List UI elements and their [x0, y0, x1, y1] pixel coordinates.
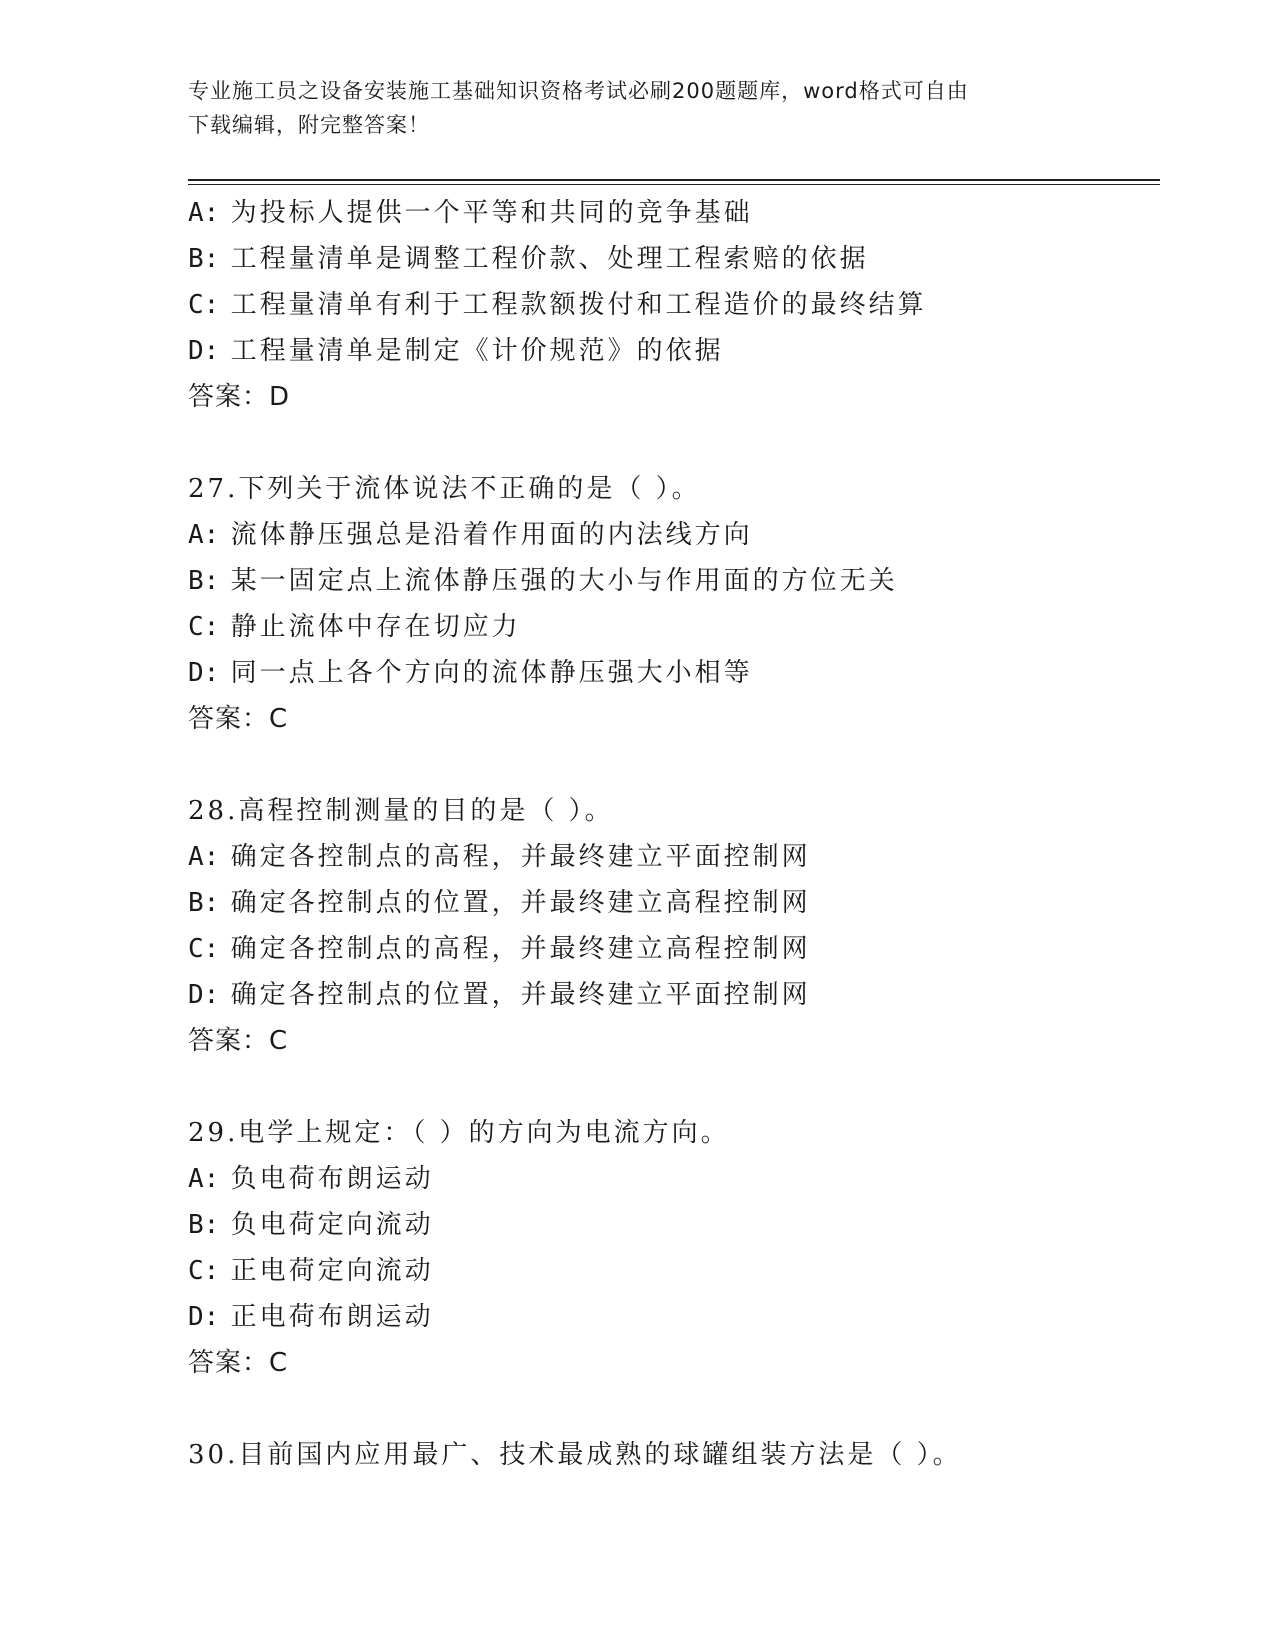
header-line-2: 下载编辑，附完整答案！	[188, 113, 430, 137]
option-b: B: 负电荷定向流动	[188, 1210, 434, 1240]
option-d: D: 确定各控制点的位置，并最终建立平面控制网	[188, 980, 811, 1010]
option-b: B: 某一固定点上流体静压强的大小与作用面的方位无关	[188, 566, 898, 596]
question-29-block	[188, 1110, 1160, 1386]
answer-line: 答案：C	[188, 1026, 289, 1056]
question-text: 29.电学上规定：（ ）的方向为电流方向。	[188, 1118, 730, 1148]
question-content	[188, 190, 1160, 1478]
option-d: D: 正电荷布朗运动	[188, 1302, 434, 1332]
question-27-block	[188, 466, 1160, 742]
answer-line: 答案：D	[188, 382, 291, 412]
option-b: B: 工程量清单是调整工程价款、处理工程索赔的依据	[188, 244, 869, 274]
header-rule-thin	[188, 184, 1160, 185]
option-a: A: 流体静压强总是沿着作用面的内法线方向	[188, 520, 753, 550]
answer-line: 答案：C	[188, 1348, 289, 1378]
question-28-block	[188, 788, 1160, 1064]
question-26-block	[188, 190, 1160, 420]
header-rule-thick	[188, 179, 1160, 181]
option-a: A: 为投标人提供一个平等和共同的竞争基础	[188, 198, 753, 228]
question-text: 27.下列关于流体说法不正确的是（ ）。	[188, 474, 701, 504]
option-d: D: 工程量清单是制定《计价规范》的依据	[188, 336, 724, 366]
option-c: C: 确定各控制点的高程，并最终建立高程控制网	[188, 934, 811, 964]
option-c: C: 工程量清单有利于工程款额拨付和工程造价的最终结算	[188, 290, 927, 320]
document-header	[188, 74, 1088, 142]
question-30-block	[188, 1432, 1160, 1478]
option-c: C: 正电荷定向流动	[188, 1256, 434, 1286]
question-text: 30.目前国内应用最广、技术最成熟的球罐组装方法是（ ）。	[188, 1440, 962, 1470]
question-text: 28.高程控制测量的目的是（ ）。	[188, 796, 614, 826]
option-d: D: 同一点上各个方向的流体静压强大小相等	[188, 658, 753, 688]
header-line-1: 专业施工员之设备安装施工基础知识资格考试必刷200题题库，word格式可自由	[188, 79, 969, 103]
option-a: A: 确定各控制点的高程，并最终建立平面控制网	[188, 842, 811, 872]
option-b: B: 确定各控制点的位置，并最终建立高程控制网	[188, 888, 811, 918]
answer-line: 答案：C	[188, 704, 289, 734]
option-c: C: 静止流体中存在切应力	[188, 612, 521, 642]
option-a: A: 负电荷布朗运动	[188, 1164, 434, 1194]
